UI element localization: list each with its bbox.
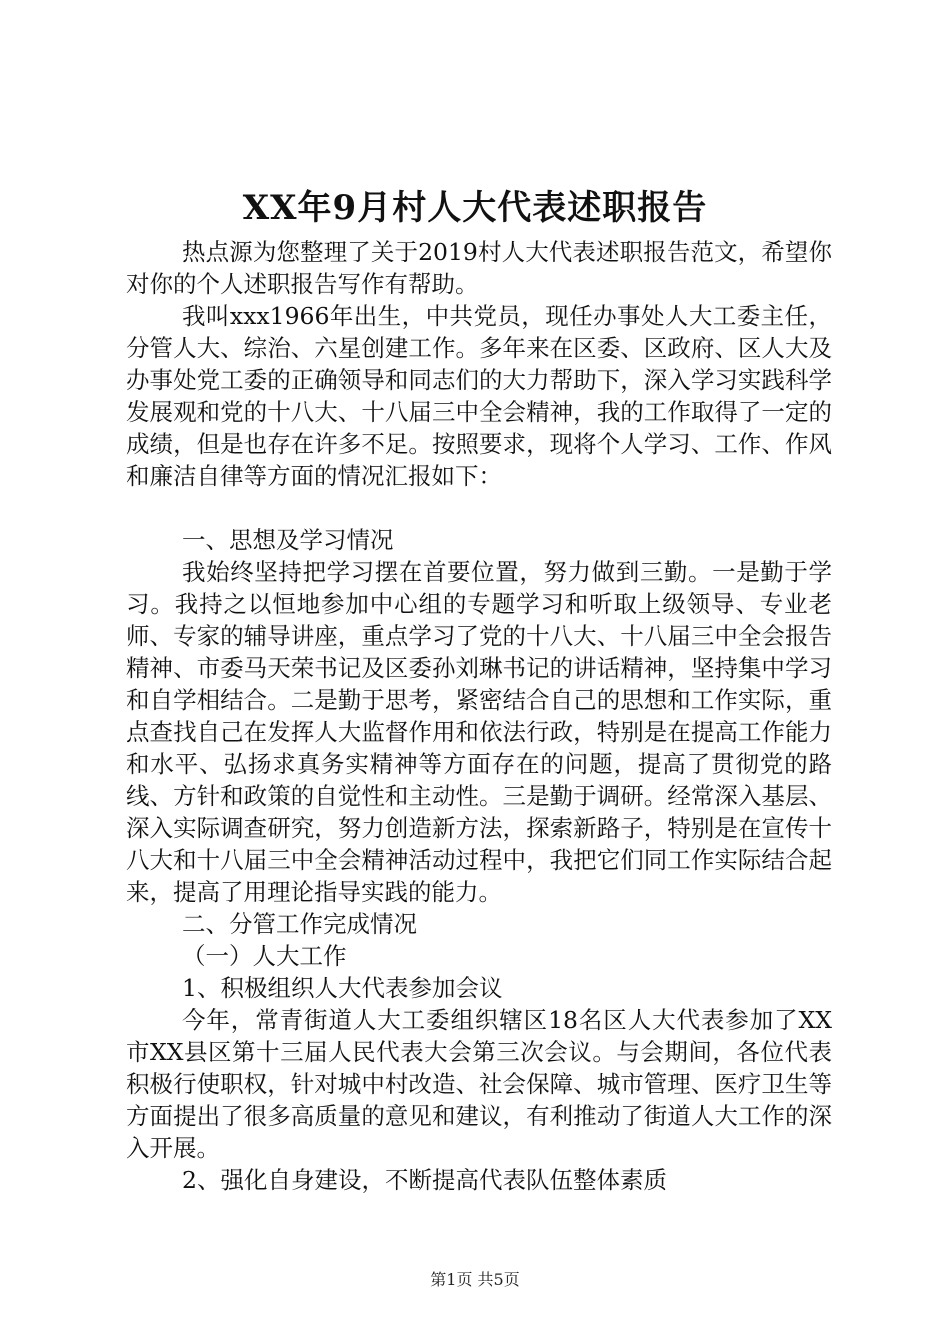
page-number-footer: 第1页 共5页 (430, 1270, 520, 1289)
study-paragraph: 我始终坚持把学习摆在首要位置，努力做到三勤。一是勤于学习。我持之以恒地参加中心组的专题学习和听取上级领导、专业老师、专家的辅导讲座，重点学习了党的十八大、十八届三中全会报告精神、市委马天荣书记及区委孙刘琳书记的讲话精神，坚持集中学习和自学相结合。二是勤于思考，紧密结合自己的思想和工作实际，重点查找自己在发挥人大监督作用和依法行政，特别是在提高工作能力和水平、弘扬求真务实精神等方面存在的问题，提高了贯彻党的路线、方针和政策的自觉性和主动性。三是勤于调研。经常深入基层、深入实际调查研究，努力创造新方法，探索新路子，特别是在宣传十八大和十八届三中全会精神活动过程中，我把它们同工作实际结合起来，提高了用理论指导实践的能力。 (126, 558, 832, 906)
self-introduction-paragraph: 我叫xxx1966年出生，中共党员，现任办事处人大工委主任，分管人大、综治、六星创建工作。多年来在区委、区政府、区人大及办事处党工委的正确领导和同志们的大力帮助下，深入学习实践科学发展观和党的十八大、十八届三中全会精神，我的工作取得了一定的成绩，但是也存在许多不足。按照要求，现将个人学习、工作、作风和廉洁自律等方面的情况汇报如下： (126, 302, 832, 490)
subsection-heading: （一）人大工作 (182, 942, 347, 970)
intro-paragraph: 热点源为您整理了关于2019村人大代表述职报告范文，希望你对你的个人述职报告写作有帮助。 (126, 238, 832, 298)
document-title: XX年9月村人大代表述职报告 (242, 188, 708, 228)
item-heading: 1、积极组织人大代表参加会议 (182, 974, 503, 1002)
paragraph-spacer (126, 492, 832, 524)
document-body (126, 236, 832, 1196)
section-heading: 二、分管工作完成情况 (182, 910, 417, 938)
section-heading: 一、思想及学习情况 (182, 526, 394, 554)
meeting-paragraph: 今年，常青街道人大工委组织辖区18名区人大代表参加了XX市XX县区第十三届人民代表大会第三次会议。与会期间，各位代表积极行使职权，针对城中村改造、社会保障、城市管理、医疗卫生等方面提出了很多高质量的意见和建议，有利推动了街道人大工作的深入开展。 (126, 1006, 832, 1162)
item-heading: 2、强化自身建设，不断提高代表队伍整体素质 (182, 1166, 667, 1194)
